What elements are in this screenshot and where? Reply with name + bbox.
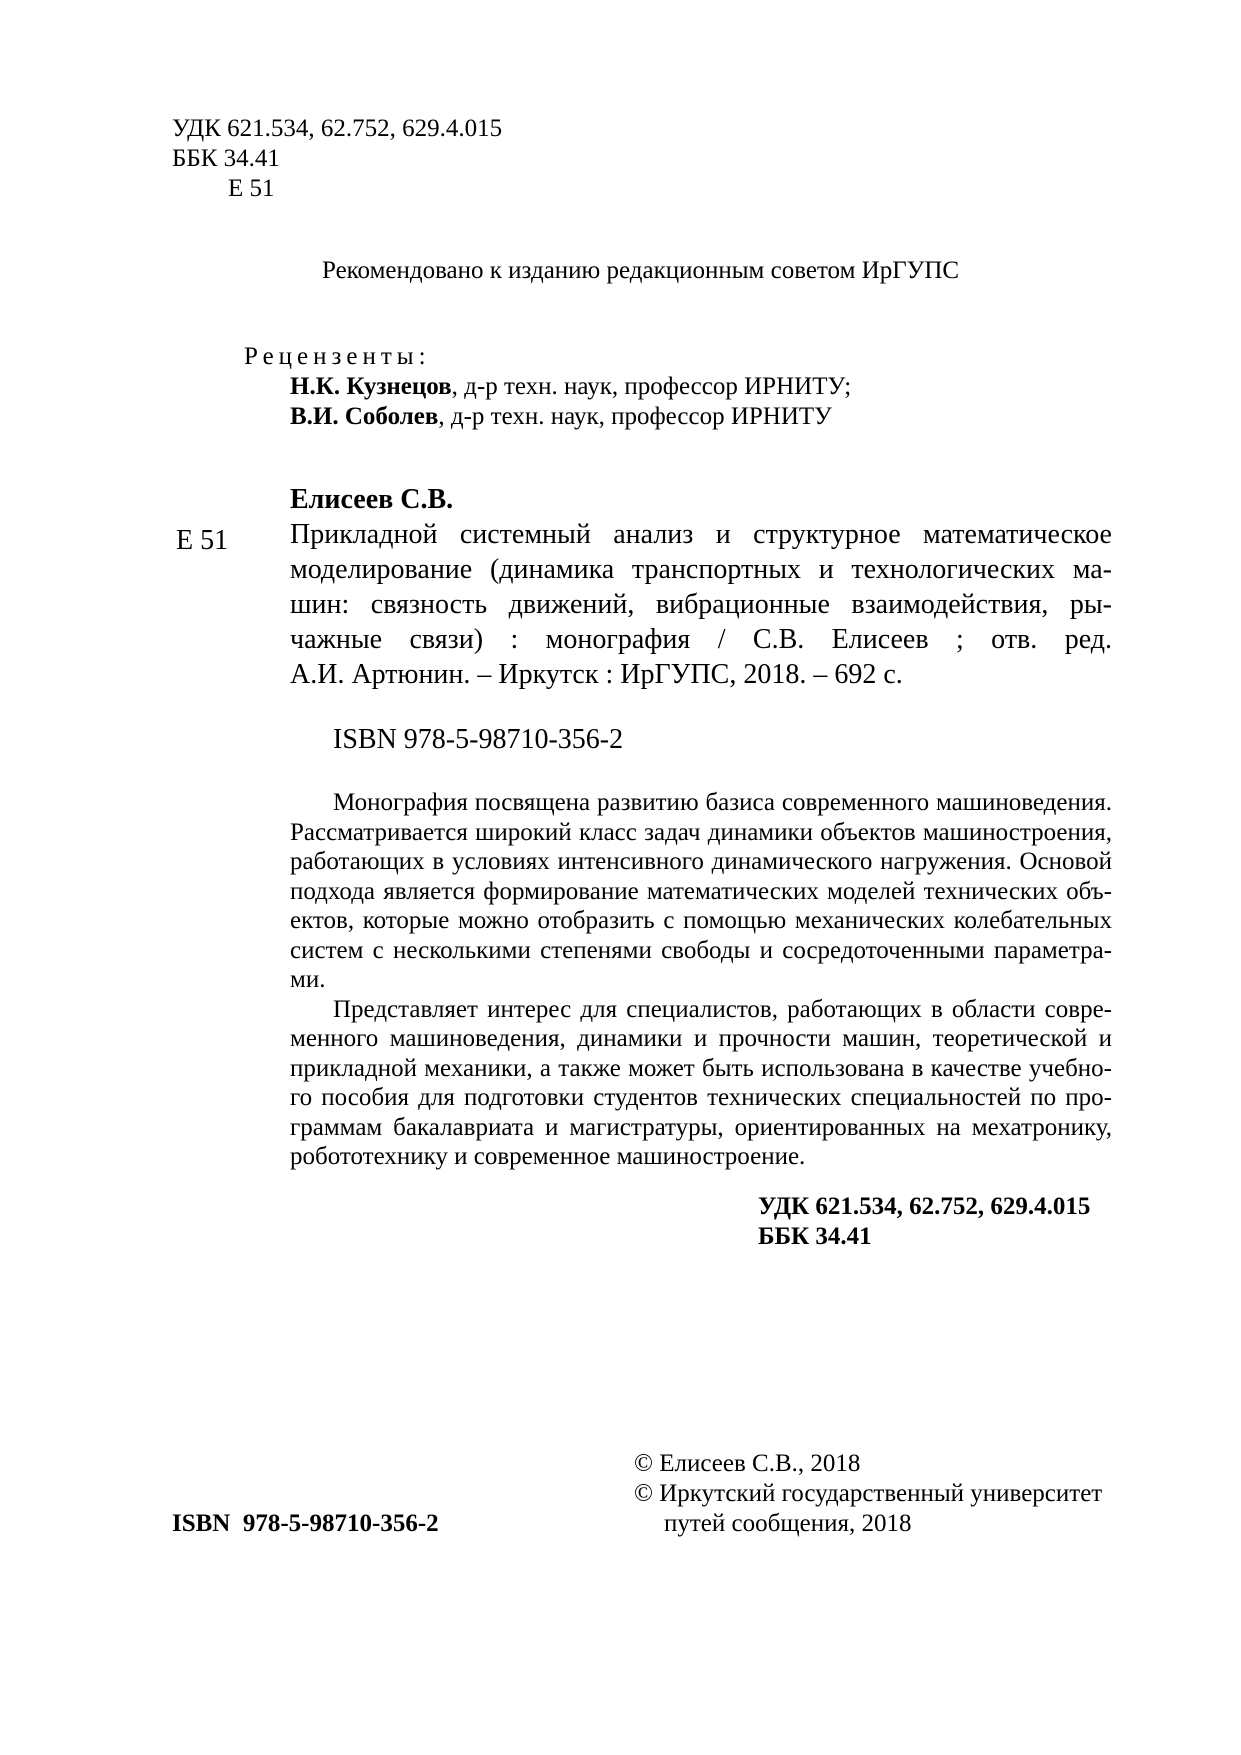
abstract-line: граммам бакалавриата и магистратуры, ориентированных на мехатронику, [290,1113,1112,1141]
recommendation-note: Рекомендовано к изданию редакционным советом ИрГУПС [322,257,960,284]
abstract-line: ектов, которые можно отобразить с помощью механических колебательных [290,907,1112,934]
abstract-line: го пособия для подготовки студентов технических специальностей по про- [290,1084,1112,1111]
abstract-line: подхода является формирование математических моделей технических объ- [290,877,1112,905]
isbn-line: ISBN 978-5-98710-356-2 [333,724,624,755]
description-line: шин: связность движений, вибрационные взаимодействия, ры- [290,589,1112,620]
description-line: моделирование (динамика транспортных и технологических ма- [290,554,1112,585]
abstract-line: менного машиноведения, динамики и прочности машин, теоретической и [290,1025,1112,1052]
reviewer-entry [290,402,832,432]
description-line: Прикладной системный анализ и структурное математическое [290,519,1112,550]
reviewer-details: , д-р техн. наук, профессор ИРНИТУ [438,403,832,430]
abstract-line: систем с несколькими степенями свободы и сосредоточенными параметра- [290,936,1112,964]
bibliographic-description [290,517,1112,692]
bbk-code: ББК 34.41 [172,145,280,172]
abstract-line: Представляет интерес для специалистов, работающих в области совре- [333,995,1112,1023]
abstract [290,788,1112,1172]
abstract-line: Рассматривается широкий класс задач динамики объектов машиностроения, [290,818,1112,846]
author-sign: Е 51 [228,175,275,202]
abstract-line: прикладной механики, а также может быть использована в качестве учебно- [290,1054,1112,1082]
copyright-publisher: © Иркутский государственный университет [634,1480,1103,1507]
copyright-author: © Елисеев С.В., 2018 [634,1450,861,1477]
reviewer-entry [290,372,851,402]
abstract-line: робототехнику и современное машиностроение. [290,1143,806,1170]
reviewer-name: В.И. Соболев [290,403,439,430]
isbn-bottom: ISBN 978-5-98710-356-2 [172,1510,439,1537]
reviewer-details: , д-р техн. наук, профессор ИРНИТУ; [451,373,852,400]
abstract-line: Монография посвящена развитию базиса современного машиноведения. [333,789,1112,816]
udk-code: УДК 621.534, 62.752, 629.4.015 [172,115,503,142]
udk-code-bottom: УДК 621.534, 62.752, 629.4.015 [758,1193,1091,1220]
reviewer-name: Н.К. Кузнецов [290,373,452,400]
copyright-publisher-cont: путей сообщения, 2018 [664,1510,912,1537]
reviewers-label: Рецензенты: [244,343,431,370]
author-sign-side: Е 51 [176,525,229,556]
author-heading: Елисеев С.В. [290,484,454,515]
abstract-line: ми. [290,966,326,993]
abstract-line: работающих в условиях интенсивного динамического нагружения. Основой [290,848,1112,875]
description-line: чажные связи) : монография / С.В. Елисеев ; отв. ред. [290,624,1112,655]
bbk-code-bottom: ББК 34.41 [758,1223,872,1250]
description-line: А.И. Артюнин. – Иркутск : ИрГУПС, 2018. – 692 с. [290,659,903,690]
